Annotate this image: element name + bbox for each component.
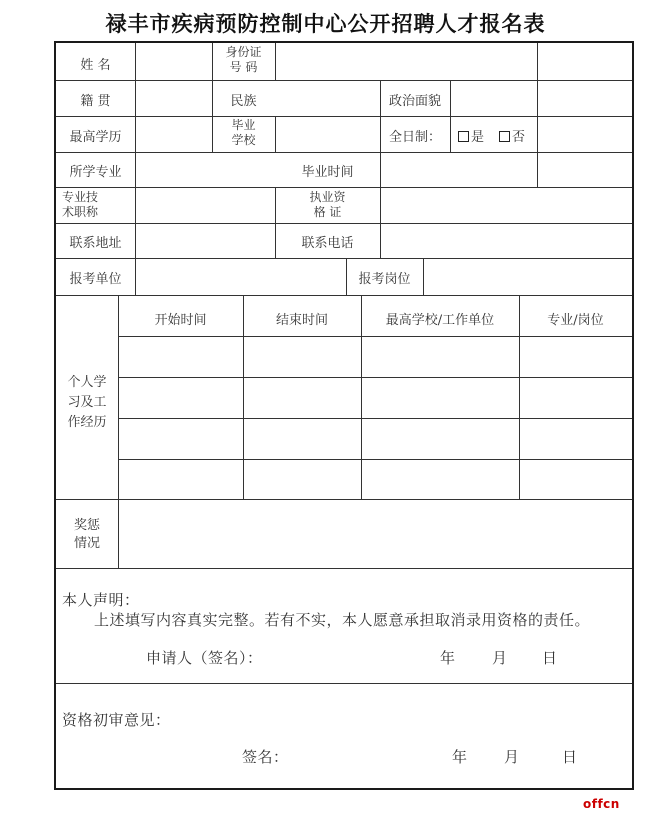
form-title: 禄丰市疾病预防控制中心公开招聘人才报名表 bbox=[105, 11, 546, 36]
experience-label: 个人学 习及工 作经历 bbox=[67, 375, 107, 430]
full-time-no-option[interactable]: 否 bbox=[499, 126, 525, 145]
name-label: 姓 名 bbox=[80, 58, 111, 73]
column-end-time: 结束时间 bbox=[275, 313, 328, 328]
declaration-year-label: 年 bbox=[440, 649, 456, 667]
address-label: 联系地址 bbox=[69, 236, 122, 251]
applicant-signature-label: 申请人（签名）： bbox=[146, 649, 263, 667]
native-place-label: 籍 贯 bbox=[80, 94, 111, 109]
offcn-watermark: offcn bbox=[583, 797, 620, 811]
column-school-work-unit: 最高学校/工作单位 bbox=[385, 313, 495, 328]
id-number-label: 身份证 号 码 bbox=[225, 45, 262, 74]
full-time-yes-option[interactable]: 是 bbox=[458, 126, 484, 145]
declaration-month-label: 月 bbox=[492, 649, 508, 667]
registration-form-table bbox=[54, 41, 634, 790]
phone-label: 联系电话 bbox=[301, 236, 354, 251]
review-signature-label: 签名： bbox=[242, 748, 289, 766]
declaration-heading: 本人声明： bbox=[62, 591, 140, 609]
practice-cert-label: 执业资 格 证 bbox=[309, 190, 346, 219]
apply-unit-label: 报考单位 bbox=[69, 272, 122, 287]
column-start-time: 开始时间 bbox=[154, 313, 207, 328]
declaration-text: 上述填写内容真实完整。若有不实，本人愿意承担取消录用资格的责任。 bbox=[94, 611, 591, 629]
review-day-label: 日 bbox=[562, 748, 578, 766]
checkbox-icon[interactable] bbox=[499, 131, 510, 142]
column-major-position: 专业/岗位 bbox=[547, 313, 604, 328]
major-label: 所学专业 bbox=[69, 165, 122, 180]
checkbox-icon[interactable] bbox=[458, 131, 469, 142]
awards-label: 奖惩 情况 bbox=[73, 518, 100, 551]
full-time-label: 全日制： bbox=[388, 130, 441, 145]
education-label: 最高学历 bbox=[69, 130, 122, 145]
declaration-day-label: 日 bbox=[542, 649, 558, 667]
ethnicity-label: 民族 bbox=[230, 94, 257, 109]
political-status-label: 政治面貌 bbox=[388, 94, 441, 109]
graduation-time-label: 毕业时间 bbox=[301, 165, 354, 180]
graduate-school-label: 毕业 学校 bbox=[231, 118, 256, 147]
review-year-label: 年 bbox=[452, 748, 468, 766]
professional-title-label: 专业技 术职称 bbox=[62, 190, 99, 219]
review-heading: 资格初审意见： bbox=[62, 711, 171, 729]
review-month-label: 月 bbox=[504, 748, 520, 766]
apply-position-label: 报考岗位 bbox=[358, 272, 411, 287]
